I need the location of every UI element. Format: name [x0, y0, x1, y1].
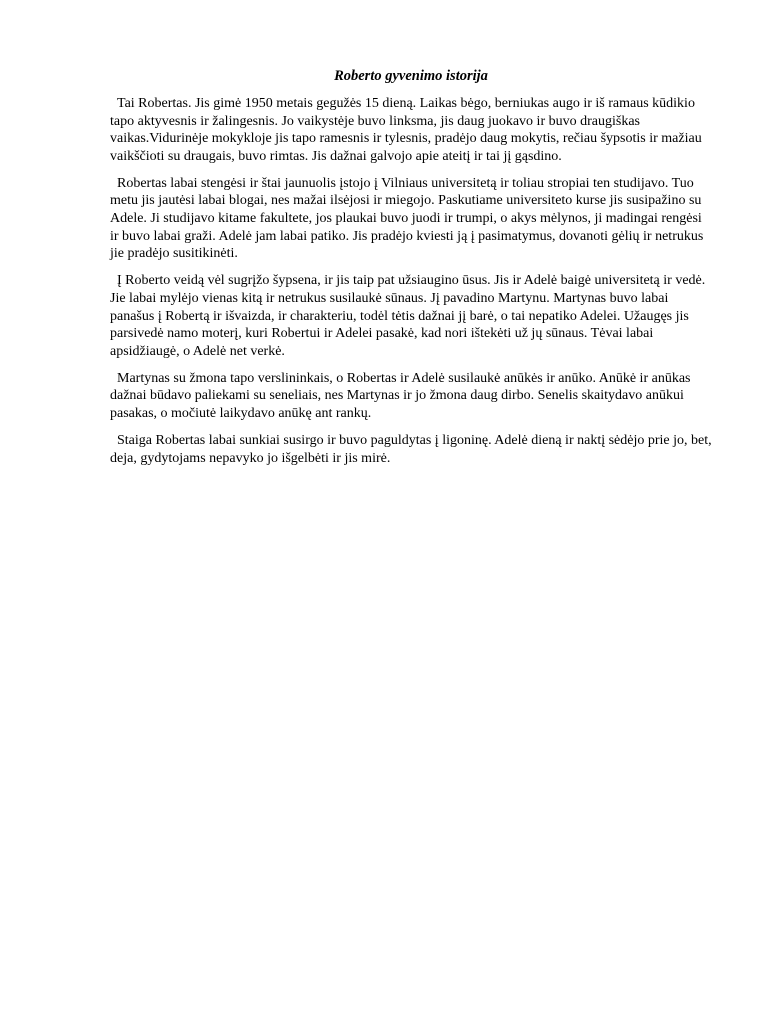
document-title: Roberto gyvenimo istorija — [334, 68, 488, 84]
paragraph-5: Staiga Robertas labai sunkiai susirgo ir buvo paguldytas į ligoninę. Adelė dieną ir naktį sėdėjo prie jo, bet, deja, gydytojams nepavyko jo išgelbėti ir jis mirė. — [110, 433, 712, 466]
paragraph-3: Į Roberto veidą vėl sugrįžo šypsena, ir jis taip pat užsiaugino ūsus. Jis ir Adelė baigė universitetą ir vedė. Jie labai mylėjo vienas kitą ir netrukus susilaukė sūnaus. Jį pavadino Martynu. Martynas buvo labai panašus į Robertą ir išvaizda, ir charakteriu, todėl tėtis dažnai jį barė, o tai nepatiko Adelei. Užaugęs jis parsivedė namo moterį, kuri Robertui ir Adelei pasakė, kad nori ištekėti už jų sūnaus. Tėvai labai apsidžiaugė, o Adelė net verkė. — [110, 273, 706, 359]
paragraph-4: Martynas su žmona tapo verslininkais, o Robertas ir Adelė susilaukė anūkės ir anūko. Anūkė ir anūkas dažnai būdavo paliekami su seneliais, nes Martynas ir jo žmona daug dirbo. Senelis skaitydavo anūkui pasakas, o močiutė laikydavo anūkę ant rankų. — [110, 370, 691, 421]
paragraph-1: Tai Robertas. Jis gimė 1950 metais gegužės 15 dieną. Laikas bėgo, berniukas augo ir iš ramaus kūdikio tapo aktyvesnis ir žalingesnis. Jo vaikystėje buvo linksma, jis daug juokavo ir buvo draugiškas vaikas.Vidurinėje mokykloje jis tapo ramesnis ir tylesnis, pradėjo daug mokytis, rečiau šypsotis ir mažiau vaikščioti su draugais, buvo rimtas. Jis dažnai galvojo apie ateitį ir tai jį gąsdino. — [110, 96, 702, 164]
paragraph-2: Robertas labai stengėsi ir štai jaunuolis įstojo į Vilniaus universitetą ir toliau stropiai ten studijavo. Tuo metu jis jautėsi labai blogai, nes mažai ilsėjosi ir miegojo. Paskutiame universiteto kurse jis susipažino su Adele. Ji studijavo kitame fakultete, jos plaukai buvo juodi ir trumpi, o akys mėlynos, ji madingai rengėsi ir buvo labai graži. Adelė jam labai patiko. Jis pradėjo kviesti ją į pasimatymus, dovanoti gėlių ir netrukus jie pradėjo susitikinėti. — [110, 175, 704, 262]
document-page — [110, 66, 712, 477]
